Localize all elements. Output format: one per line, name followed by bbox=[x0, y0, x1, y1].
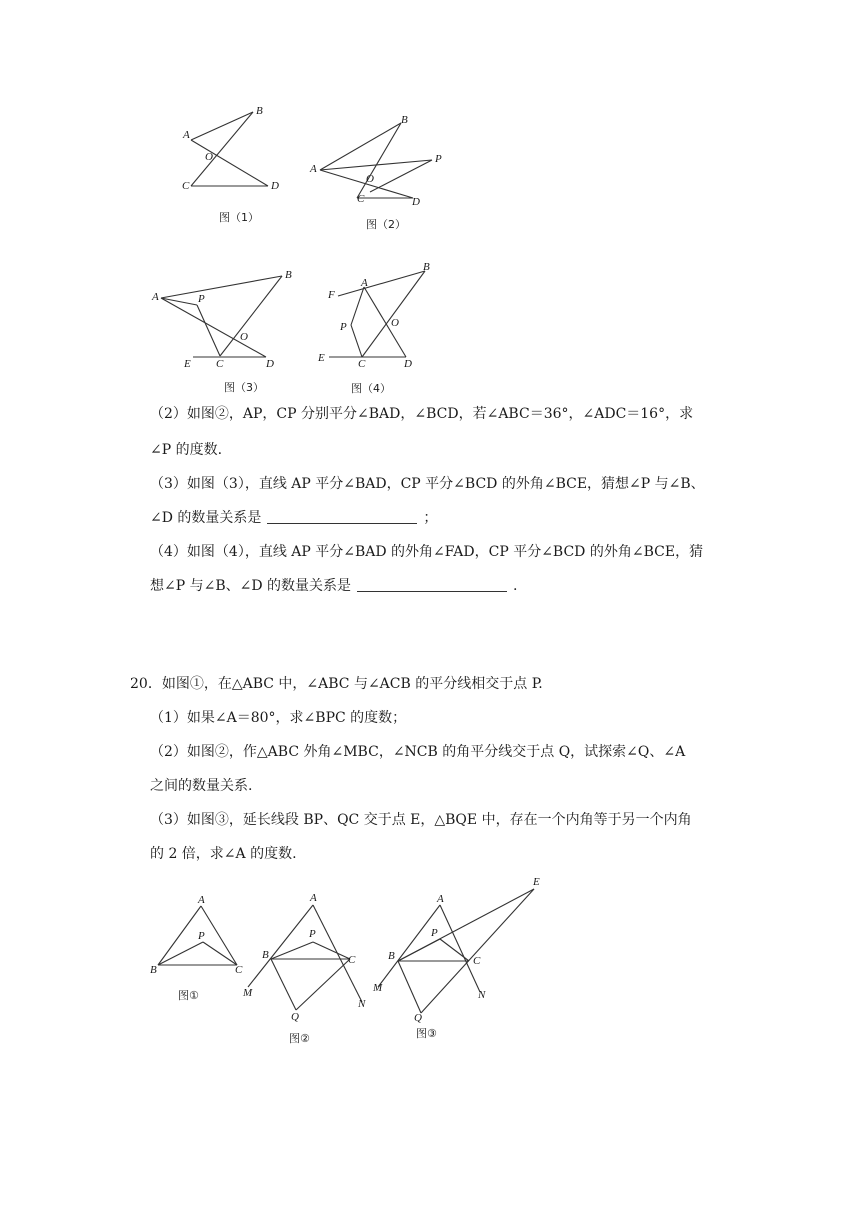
fig2-label-o: O bbox=[366, 173, 374, 185]
fig2-label-a: A bbox=[310, 163, 317, 175]
bfig3-caption: 图③ bbox=[416, 1027, 437, 1040]
q19-part4-end: . bbox=[513, 578, 518, 594]
bfig2-label-q: Q bbox=[291, 1011, 299, 1023]
bfig2-label-a: A bbox=[310, 892, 317, 904]
fig2-label-b: B bbox=[401, 114, 408, 126]
bfig2-label-n: N bbox=[358, 998, 366, 1010]
bfig3-label-n: N bbox=[478, 989, 486, 1001]
fig3-caption: 图（3） bbox=[224, 381, 264, 394]
fig2-label-c: C bbox=[357, 193, 365, 205]
q20-part3-line2: 的 2 倍，求∠A 的度数. bbox=[150, 846, 297, 862]
fig4-label-p: P bbox=[340, 321, 347, 333]
bfig1-label-p: P bbox=[198, 930, 205, 942]
q19-part3-prompt: ∠D 的数量关系是 bbox=[150, 510, 262, 526]
fig4-label-a: A bbox=[361, 277, 368, 289]
q19-part4-line1: （4）如图（4），直线 AP 平分∠BAD 的外角∠FAD，CP 平分∠BCD 的外角∠BCE，猜 bbox=[150, 544, 704, 560]
q19-part3-line1: （3）如图（3），直线 AP 平分∠BAD，CP 平分∠BCD 的外角∠BCE，猜想∠P 与∠B、 bbox=[150, 476, 705, 492]
bfig2-label-c: C bbox=[348, 954, 356, 966]
fig4-label-c: C bbox=[358, 358, 366, 370]
fig4-label-d: D bbox=[404, 358, 412, 370]
fig2-label-d: D bbox=[412, 196, 420, 208]
bfig1-label-c: C bbox=[235, 964, 243, 976]
fig2-caption: 图（2） bbox=[366, 218, 406, 231]
bfig1-caption: 图① bbox=[178, 989, 199, 1002]
q19-part3-line2 bbox=[150, 508, 437, 528]
q20-part1: （1）如果∠A＝80°，求∠BPC 的度数； bbox=[150, 710, 407, 726]
bfig2-label-m: M bbox=[243, 987, 253, 999]
fig1-label-o: O bbox=[205, 151, 213, 163]
q20-part2-line1: （2）如图②，作△ABC 外角∠MBC，∠NCB 的角平分线交于点 Q，试探索∠Q、∠A bbox=[150, 744, 686, 760]
fig3-label-e: E bbox=[184, 358, 191, 370]
q19-part4-prompt: 想∠P 与∠B、∠D 的数量关系是 bbox=[150, 578, 352, 594]
fig4-caption: 图（4） bbox=[351, 382, 391, 395]
fig3-label-c: C bbox=[216, 358, 224, 370]
bfig1-label-a: A bbox=[198, 894, 205, 906]
bfig2-label-p: P bbox=[309, 928, 316, 940]
bfig3-label-m: M bbox=[373, 982, 383, 994]
bfig2-label-b: B bbox=[262, 949, 269, 961]
fig3-label-o: O bbox=[240, 331, 248, 343]
bfig3-label-a: A bbox=[437, 893, 444, 905]
fig3-label-a: A bbox=[152, 291, 159, 303]
fig4-label-f: F bbox=[328, 289, 335, 301]
bfig3-label-e: E bbox=[533, 876, 540, 888]
bfig3-label-c: C bbox=[473, 955, 481, 967]
fig1-caption: 图（1） bbox=[219, 211, 259, 224]
q19-part3-end: ； bbox=[423, 510, 438, 526]
bfig3-label-p: P bbox=[431, 927, 438, 939]
fig1-label-c: C bbox=[182, 180, 190, 192]
fig4-label-o: O bbox=[391, 317, 399, 329]
fig3-label-p: P bbox=[198, 293, 205, 305]
bfig2-caption: 图② bbox=[289, 1032, 310, 1045]
q20-stem: 20．如图①，在△ABC 中，∠ABC 与∠ACB 的平分线相交于点 P. bbox=[130, 676, 543, 692]
fig2-label-p: P bbox=[435, 153, 442, 165]
fig3-label-b: B bbox=[285, 269, 292, 281]
fig4-label-b: B bbox=[423, 261, 430, 273]
q19-part2-line2: ∠P 的度数. bbox=[150, 442, 223, 458]
bfig3-label-b: B bbox=[388, 950, 395, 962]
fig1-label-d: D bbox=[271, 180, 279, 192]
q20-part2-line2: 之间的数量关系. bbox=[150, 778, 253, 794]
q19-part3-answer-blank[interactable] bbox=[267, 509, 417, 524]
fig1-label-a: A bbox=[183, 129, 190, 141]
bfig3-label-q: Q bbox=[414, 1012, 422, 1024]
fig1-label-b: B bbox=[256, 105, 263, 117]
q19-part4-answer-blank[interactable] bbox=[357, 577, 507, 592]
q20-part3-line1: （3）如图③，延长线段 BP、QC 交于点 E，△BQE 中，存在一个内角等于另一个内角 bbox=[150, 812, 692, 828]
q19-part2-line1: （2）如图②，AP，CP 分别平分∠BAD，∠BCD，若∠ABC＝36°，∠ADC＝16°，求 bbox=[150, 406, 694, 422]
fig4-label-e: E bbox=[318, 352, 325, 364]
bfig1-label-b: B bbox=[150, 964, 157, 976]
q19-part4-line2 bbox=[150, 576, 517, 596]
fig3-label-d: D bbox=[266, 358, 274, 370]
